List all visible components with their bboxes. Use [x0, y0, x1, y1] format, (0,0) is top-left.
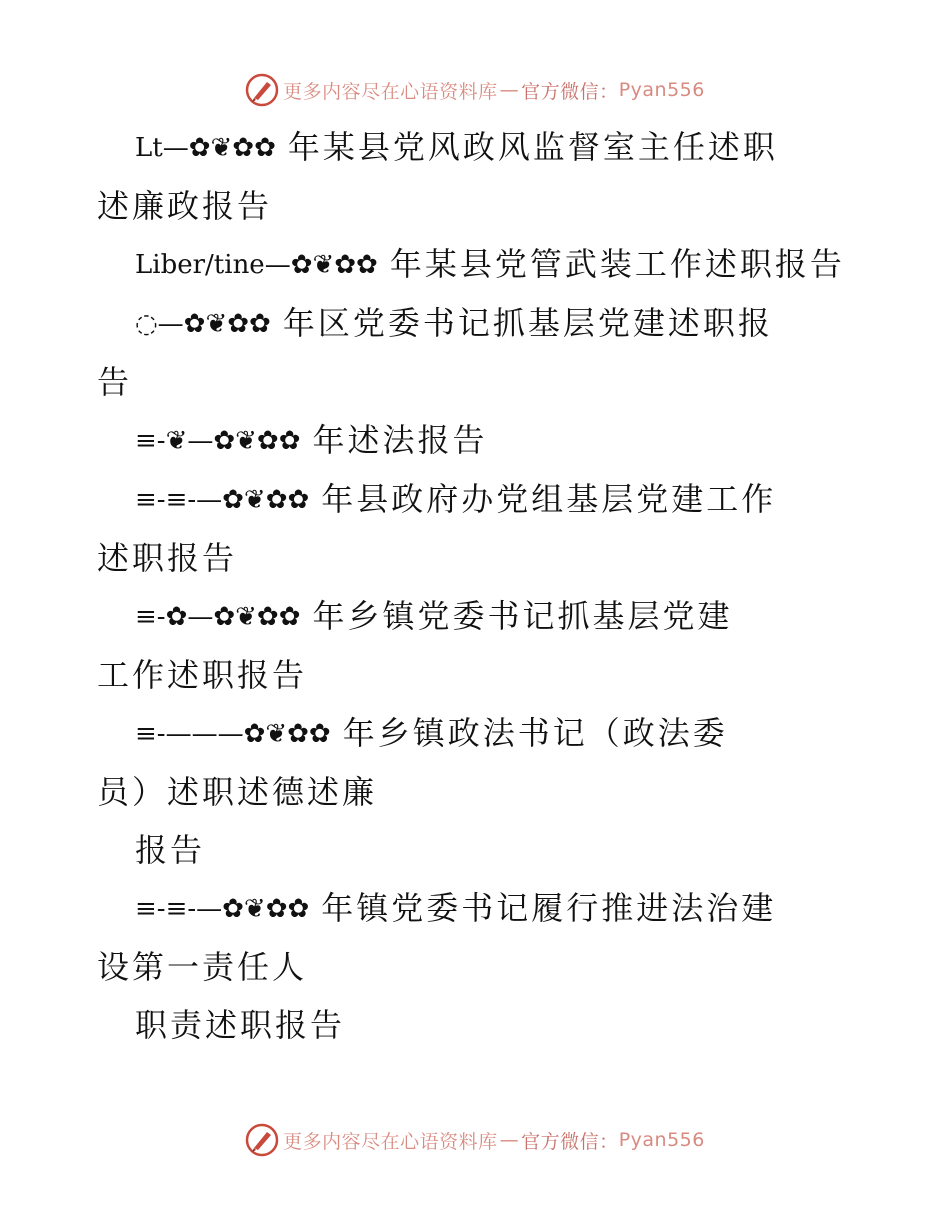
watermark-wechat-label: 官方微信： [521, 1130, 619, 1153]
item-marker: Liber/tine—✿❦✿✿ [135, 250, 378, 280]
item-marker: ◌—✿❦✿✿ [135, 309, 271, 339]
feather-pen-logo-icon [245, 73, 279, 107]
list-item [97, 587, 857, 646]
item-continuation: 职责述职报告 [135, 1006, 346, 1044]
document-body [97, 118, 857, 1054]
footer-watermark [0, 1120, 950, 1160]
item-text: 年某县党风政风监督室主任述职 [287, 128, 778, 166]
watermark-dash: — [499, 1129, 520, 1151]
list-item [97, 879, 857, 938]
item-continuation: 述廉政报告 [97, 187, 273, 225]
feather-pen-logo-icon [245, 1123, 279, 1157]
watermark-wechat-label: 官方微信： [521, 80, 619, 103]
item-continuation: 报告 [135, 831, 206, 869]
item-continuation: 工作述职报告 [97, 656, 308, 694]
list-item [97, 470, 857, 529]
list-item [97, 294, 857, 353]
list-item [97, 411, 857, 470]
watermark-wechat-id: Pyan556 [618, 79, 705, 101]
item-marker: ≡-≡-—✿❦✿✿ [135, 485, 310, 515]
watermark-wechat-id: Pyan556 [618, 1129, 705, 1151]
item-text: 年乡镇党委书记抓基层党建 [312, 597, 733, 635]
item-continuation: 告 [97, 363, 133, 401]
header-watermark [0, 70, 950, 110]
item-text: 年区党委书记抓基层党建述职报 [282, 304, 773, 342]
item-continuation: 设第一责任人 [97, 948, 308, 986]
item-marker: Lt—✿❦✿✿ [135, 133, 276, 163]
item-text: 年某县党管武装工作述职报告 [389, 245, 845, 283]
item-marker: ≡-≡-—✿❦✿✿ [135, 894, 310, 924]
item-text: 年镇党委书记履行推进法治建 [321, 889, 777, 927]
item-continuation: 员）述职述德述廉 [97, 773, 378, 811]
item-text: 年县政府办党组基层党建工作 [321, 480, 777, 518]
item-marker: ≡-———✿❦✿✿ [135, 719, 331, 749]
item-continuation: 述职报告 [97, 539, 238, 577]
item-marker: ≡-❦—✿❦✿✿ [135, 426, 301, 456]
list-item [97, 704, 857, 763]
list-item [97, 235, 857, 294]
watermark-text: 更多内容尽在心语资料库 [283, 80, 498, 103]
watermark-dash: — [499, 79, 520, 101]
item-text: 年乡镇政法书记（政法委 [342, 714, 728, 752]
list-item [97, 118, 857, 177]
item-marker: ≡-✿—✿❦✿✿ [135, 602, 301, 632]
watermark-text: 更多内容尽在心语资料库 [283, 1130, 498, 1153]
item-text: 年述法报告 [312, 421, 488, 459]
